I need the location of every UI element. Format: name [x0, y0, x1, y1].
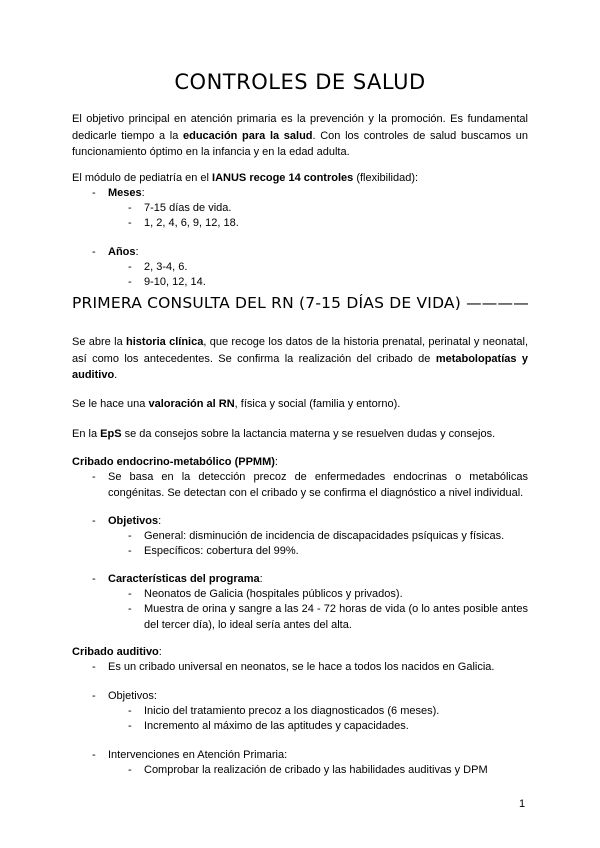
valoracion-paragraph [72, 397, 400, 412]
objetivo-item: Específicos: cobertura del 99%. [144, 545, 299, 557]
anos-label: Años [108, 246, 136, 258]
cribado-aud-heading [72, 645, 162, 660]
objetivos-suffix: : [158, 515, 162, 527]
bullet-dash: - [128, 603, 132, 615]
aud-objetivos-heading: Objetivos: [108, 690, 157, 702]
aud-objetivo-item: Incremento al máximo de las aptitudes y capacidades. [144, 720, 409, 732]
bullet-dash: - [92, 573, 96, 585]
intro-text-2: . Con los controles de salud buscamos un funcionamiento óptimo en la infancia y en la edad adulta. [72, 129, 528, 158]
p1-bold-2: metabolopatías y auditivo [72, 352, 529, 381]
bullet-dash: - [128, 202, 132, 214]
cribado-endo-suffix: : [274, 456, 278, 468]
ianus-paragraph [72, 171, 418, 186]
objetivo-item: General: disminución de incidencia de discapacidades psíquicas y físicas. [144, 530, 505, 542]
p1-bold-1: historia clínica [126, 336, 204, 348]
meses-label: Meses [108, 187, 142, 199]
intro-paragraph [72, 111, 528, 161]
p1-text-1: Se abre la [72, 336, 127, 348]
page-number: 1 [519, 798, 526, 810]
p1-text-2: , que recoge los datos de la historia prenatal, perinatal y neonatal, así como los antecedentes. Se confirma la realización del cribado de [72, 336, 529, 365]
section-heading: PRIMERA CONSULTA DEL RN (7-15 DÍAS DE VIDA) ———— [72, 294, 529, 312]
bullet-dash: - [128, 261, 132, 273]
cribado-aud-heading-text: Cribado auditivo [72, 646, 159, 658]
p1-text-3: . [114, 369, 118, 381]
bullet-dash: - [92, 749, 96, 761]
bullet-dash: - [128, 276, 132, 288]
bullet-dash: - [92, 187, 96, 199]
meses-heading [108, 186, 145, 201]
bullet-dash: - [128, 545, 132, 557]
cribado-endo-description: Se basa en la detección precoz de enfermedades endocrinas o metabólicas congénitas. Se detectan con el cribado y se confirma el diagnóstico a nivel individual. [108, 471, 528, 499]
caracteristicas-suffix: : [259, 573, 263, 585]
anos-suffix: : [135, 246, 139, 258]
bullet-dash: - [92, 471, 96, 483]
meses-suffix: : [141, 187, 145, 199]
intro-text-1: El objetivo principal en atención primaria es la prevención y la promoción. Es fundamental dedicarle tiempo a la [72, 113, 528, 142]
objetivos-label: Objetivos [108, 515, 159, 527]
p2-text-2: , física y social (familia y entorno). [234, 398, 401, 410]
p3-text-1: En la [72, 428, 101, 440]
anos-item: 9-10, 12, 14. [144, 276, 206, 288]
ianus-bold: IANUS recoge 14 controles [212, 172, 354, 184]
bullet-dash: - [128, 720, 132, 732]
historia-paragraph [72, 334, 528, 384]
objetivos-heading [108, 514, 161, 529]
ianus-text-1: El módulo de pediatría en el [72, 172, 213, 184]
meses-item: 7-15 días de vida. [144, 202, 232, 214]
cribado-endo-heading-text: Cribado endocrino-metabólico (PPMM) [72, 456, 275, 468]
bullet-dash: - [92, 690, 96, 702]
caracteristicas-heading [108, 572, 263, 587]
cribado-aud-suffix: : [158, 646, 162, 658]
p3-bold: EpS [100, 428, 122, 440]
eps-paragraph [72, 427, 495, 442]
bullet-dash: - [128, 217, 132, 229]
intro-bold: educación para la salud [182, 129, 313, 142]
intervencion-item: Comprobar la realización de cribado y las habilidades auditivas y DPM [144, 764, 488, 776]
caracteristicas-label: Características del programa [108, 573, 260, 585]
meses-item: 1, 2, 4, 6, 9, 12, 18. [144, 217, 239, 229]
intervenciones-heading: Intervenciones en Atención Primaria: [108, 749, 288, 761]
bullet-dash: - [128, 705, 132, 717]
anos-item: 2, 3-4, 6. [144, 261, 188, 273]
cribado-endo-heading [72, 455, 278, 470]
caracteristica-item: Muestra de orina y sangre a las 24 - 72 horas de vida (o lo antes posible antes del tercer día), lo ideal sería antes del alta. [144, 603, 528, 631]
bullet-dash: - [92, 661, 96, 673]
caracteristica-item: Neonatos de Galicia (hospitales públicos y privados). [144, 588, 403, 600]
bullet-dash: - [128, 588, 132, 600]
bullet-dash: - [128, 530, 132, 542]
p3-text-2: se da consejos sobre la lactancia materna y se resuelven dudas y consejos. [121, 428, 496, 440]
p2-text-1: Se le hace una [72, 398, 149, 410]
p2-bold: valoración al RN [148, 398, 235, 410]
anos-heading [108, 245, 139, 260]
bullet-dash: - [92, 246, 96, 258]
bullet-dash: - [128, 764, 132, 776]
bullet-dash: - [92, 515, 96, 527]
ianus-text-2: (flexibilidad): [353, 172, 419, 184]
cribado-aud-description: Es un cribado universal en neonatos, se le hace a todos los nacidos en Galicia. [108, 661, 495, 673]
page-title: CONTROLES DE SALUD [174, 70, 426, 94]
aud-objetivo-item: Inicio del tratamiento precoz a los diagnosticados (6 meses). [144, 705, 440, 717]
